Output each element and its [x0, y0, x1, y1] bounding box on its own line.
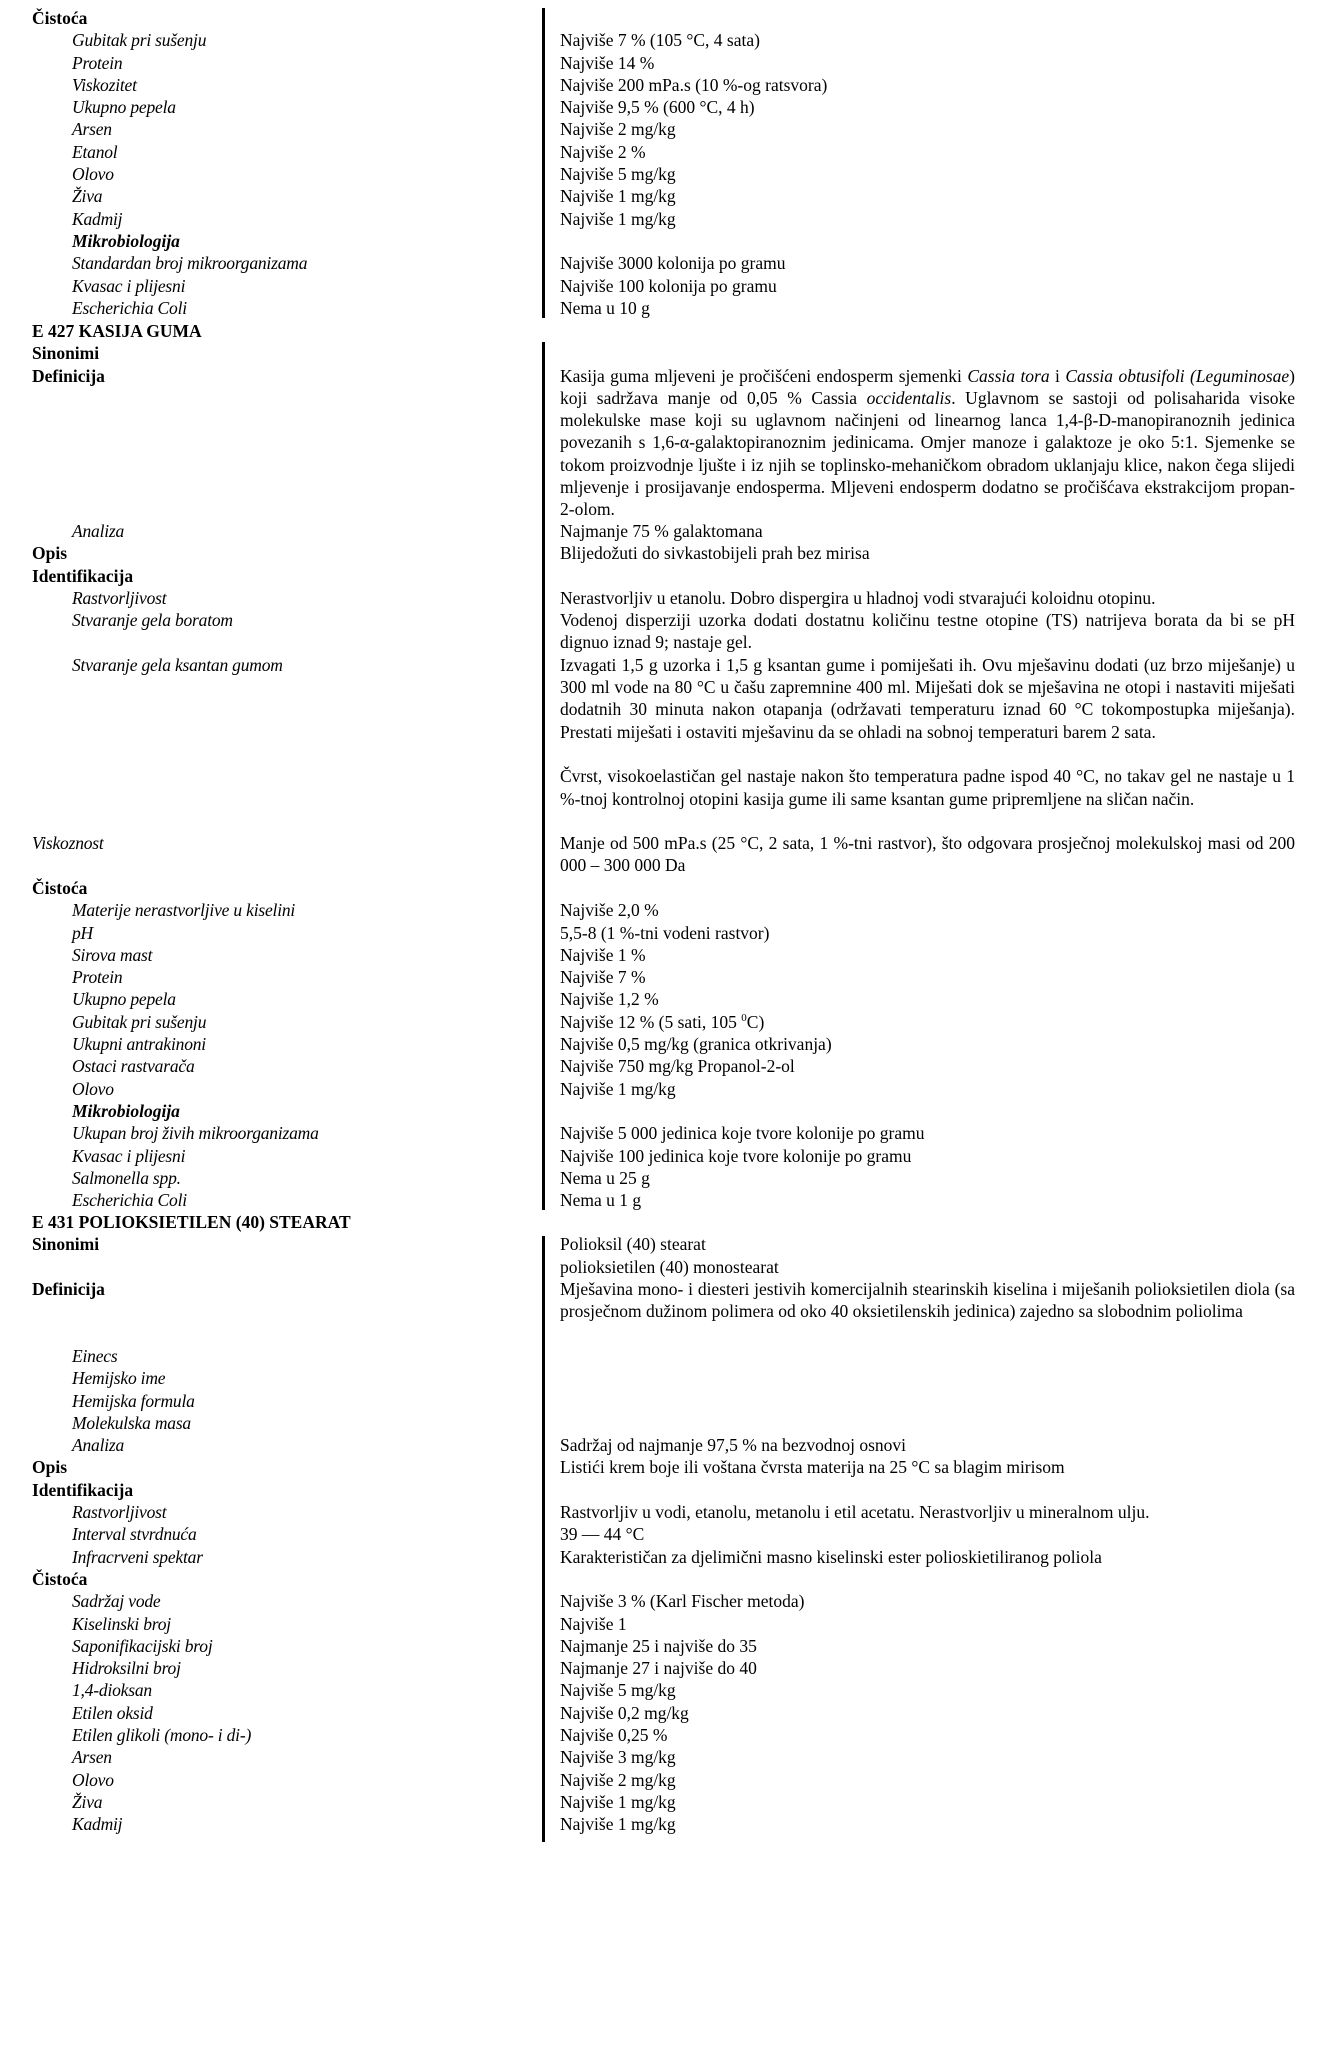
- spec-label: Kiselinski broj: [72, 1613, 171, 1634]
- spec-value: Izvagati 1,5 g uzorka i 1,5 g ksantan gume i pomiješati ih. Ovu mješavinu dodati (uz brzo miješanje) u 300 ml vode na 80 °C u čašu zapremnine 400 ml. Miješati dok se mješavina ne otopi i nastaviti miješati dodatnih 30 minuta nakon otapanja (održavati temperaturu iznad 60 °C tokompostupka miješanja). Prestati miješati i ostaviti mješavinu da se ohladi na sobnoj temperaturi barem 2 sata.: [560, 654, 1295, 742]
- spec-row: [0, 1256, 1340, 1278]
- spec-label: Kvasac i plijesni: [72, 1145, 186, 1166]
- section-e427-purity: [0, 877, 1340, 1211]
- spec-row: [0, 1813, 1340, 1835]
- spec-label: Ostaci rastvarača: [72, 1056, 195, 1077]
- spec-row: [0, 1702, 1340, 1724]
- spec-row: [0, 542, 1340, 564]
- spec-label: Opis: [32, 1457, 68, 1478]
- spec-label: Ukupni antrakinoni: [72, 1034, 206, 1055]
- spec-value: Najviše 3 mg/kg: [560, 1747, 676, 1768]
- spec-label: Ukupno pepela: [72, 97, 176, 118]
- spec-row: [0, 1167, 1340, 1189]
- spec-value: Najviše 7 %: [560, 967, 646, 988]
- spec-value: Najviše 100 jedinica koje tvore kolonije po gramu: [560, 1145, 912, 1166]
- spec-value: Listići krem boje ili voštana čvrsta materija na 25 °C sa blagim mirisom: [560, 1457, 1065, 1478]
- spec-value: 39 — 44 °C: [560, 1524, 645, 1545]
- spec-value: Najviše 100 kolonija po gramu: [560, 275, 777, 296]
- spec-row: [0, 944, 1340, 966]
- spec-value: Najviše 2 mg/kg: [560, 119, 676, 140]
- spec-label: Hemijska formula: [72, 1390, 195, 1411]
- spec-value: Najviše 750 mg/kg Propanol-2-ol: [560, 1056, 795, 1077]
- synonyms-label: Sinonimi: [32, 343, 100, 364]
- spec-row: [0, 185, 1340, 207]
- section-heading: Identifikacija: [32, 1479, 134, 1500]
- spec-row: [0, 1724, 1340, 1746]
- spec-label: Rastvorljivost: [72, 1502, 167, 1523]
- definition-label: Definicija: [32, 1278, 105, 1299]
- additive-title: E 431 POLIOKSIETILEN (40) STEARAT: [32, 1212, 351, 1232]
- synonym-value: polioksietilen (40) monostearat: [560, 1256, 779, 1277]
- spec-value: Najmanje 75 % galaktomana: [560, 521, 763, 541]
- spec-label: Viskozitet: [72, 74, 137, 95]
- spec-value: Najmanje 25 i najviše do 35: [560, 1635, 757, 1656]
- spec-row: [0, 252, 1340, 274]
- spec-label: Stvaranje gela boratom: [72, 610, 233, 631]
- spec-row: [0, 96, 1340, 118]
- subsection-heading: Mikrobiologija: [72, 230, 180, 251]
- spec-row: [0, 1055, 1340, 1077]
- section-e427-details: [0, 520, 1340, 809]
- spec-row: [0, 966, 1340, 988]
- spec-label: Einecs: [72, 1346, 118, 1366]
- section-e427: [0, 320, 1340, 520]
- spec-value: Najviše 1,2 %: [560, 989, 659, 1010]
- spec-row: [0, 1122, 1340, 1144]
- spec-label: Etanol: [72, 141, 118, 162]
- additive-title: E 427 KASIJA GUMA: [32, 321, 202, 341]
- spec-value: Najviše 2 mg/kg: [560, 1769, 676, 1790]
- spec-label: Sadržaj vode: [72, 1591, 161, 1612]
- spec-value: Najviše 14 %: [560, 52, 655, 73]
- section-heading: Čistoća: [32, 8, 88, 28]
- spec-label: Materije nerastvorljive u kiselini: [72, 900, 296, 921]
- spec-row: [0, 1657, 1340, 1679]
- spec-row: [0, 1145, 1340, 1167]
- spec-row: [0, 52, 1340, 74]
- subsection-heading: Mikrobiologija: [72, 1100, 180, 1121]
- spec-row: [0, 118, 1340, 140]
- spec-value: Najmanje 27 i najviše do 40: [560, 1658, 757, 1679]
- spec-row: [0, 1679, 1340, 1701]
- section-heading: Čistoća: [32, 1568, 88, 1589]
- spec-row: [0, 163, 1340, 185]
- spec-value: Najviše 1 mg/kg: [560, 1791, 676, 1812]
- spec-value: Najviše 12 % (5 sati, 105 $^0$C): [560, 1011, 765, 1032]
- spec-label: Hemijsko ime: [72, 1368, 166, 1389]
- spec-label: Kvasac i plijesni: [72, 275, 186, 296]
- spec-label: Viskoznost: [32, 833, 104, 853]
- spec-row: [0, 1189, 1340, 1211]
- definition-text: Mješavina mono- i diesteri jestivih komercijalnih stearinskih kiselina i miješanih polioksietilen diola (sa prosječnom dužinom polimera od oko 40 oksietilenskih jedinica) zajedno sa slobodnim poliolima: [560, 1278, 1295, 1322]
- spec-row: [0, 587, 1340, 609]
- spec-value: Najviše 7 % (105 °C, 4 sata): [560, 30, 760, 51]
- section-e427-viscosity: [0, 832, 1340, 876]
- spec-row: [0, 208, 1340, 230]
- spec-row: [0, 1011, 1340, 1033]
- spec-label: Živa: [72, 1791, 103, 1812]
- spec-row: [0, 1769, 1340, 1791]
- spec-row: [0, 297, 1340, 319]
- spec-label: 1,4-dioksan: [72, 1680, 152, 1701]
- section-heading: Čistoća: [32, 878, 88, 898]
- spec-value: Najviše 5 000 jedinica koje tvore kolonije po gramu: [560, 1123, 925, 1144]
- spec-label: Rastvorljivost: [72, 587, 167, 608]
- section-purity-top: [0, 7, 1340, 319]
- spec-row: [0, 1546, 1340, 1568]
- spec-label: Saponifikacijski broj: [72, 1635, 213, 1656]
- spec-label: Standardan broj mikroorganizama: [72, 253, 308, 274]
- spec-label: Escherichia Coli: [72, 1190, 187, 1211]
- spec-value: Nerastvorljiv u etanolu. Dobro dispergira u hladnoj vodi stvarajući koloidnu otopinu.: [560, 587, 1156, 608]
- spec-value: 5,5-8 (1 %-tni vodeni rastvor): [560, 922, 770, 943]
- spec-row: [0, 1613, 1340, 1635]
- definition-text: Kasija guma mljeveni je pročišćeni endosperm sjemenki Cassia tora i Cassia obtusifoli (Leguminosae) koji sadržava manje od 0,05 % Cassia occidentalis. Uglavnom se sastoji od polisaharida visoke molekulske mase koji su uglavnom načinjeni od linearnog lanca 1,4-β-D-manopiranoznih jedinica povezanih s 1,6-α-galaktopiranoznim jedinicama. Omjer manoze i galaktoze je oko 5:1. Sjemenke se tokom proizvodnje ljušte i iz njih se toplinsko-mehaničkom obradom uklanjaju klice, nakon čega slijedi mljevenje i prosijavanje endosperma. Mljeveni endosperm dodatno se pročišćava ekstrakcijom propan-2-olom.: [560, 365, 1295, 520]
- spec-value: Najviše 5 mg/kg: [560, 164, 676, 185]
- spec-label: Gubitak pri sušenju: [72, 1011, 207, 1032]
- spec-value: Najviše 3000 kolonija po gramu: [560, 253, 786, 274]
- spec-row: [0, 275, 1340, 297]
- spec-value: Najviše 1: [560, 1613, 627, 1634]
- spec-row: [0, 74, 1340, 96]
- spec-label: Olovo: [72, 1769, 114, 1790]
- spec-value: Nema u 25 g: [560, 1167, 650, 1188]
- spec-label: Etilen glikoli (mono- i di-): [72, 1725, 252, 1746]
- spec-label: Gubitak pri sušenju: [72, 30, 207, 51]
- spec-row: [0, 1456, 1340, 1478]
- spec-value: Sadržaj od najmanje 97,5 % na bezvodnoj osnovi: [560, 1435, 907, 1456]
- spec-label: Molekulska masa: [72, 1412, 191, 1433]
- spec-value: Nema u 1 g: [560, 1190, 642, 1211]
- spec-row: [0, 1434, 1340, 1456]
- spec-label: pH: [72, 922, 93, 943]
- spec-row: [0, 1501, 1340, 1523]
- spec-value: Manje od 500 mPa.s (25 °C, 2 sata, 1 %-tni rastvor), što odgovara prosječnoj molekulskoj masi od 200 000 – 300 000 Da: [560, 833, 1295, 876]
- spec-value: Vodenoj disperziji uzorka dodati dostatnu količinu testne otopine (TS) natrijeva borata da bi se pH dignuo iznad 9; nastaje gel.: [560, 610, 1295, 653]
- spec-value: Najviše 1 mg/kg: [560, 1078, 676, 1099]
- spec-row: [0, 1635, 1340, 1657]
- spec-row: [0, 1590, 1340, 1612]
- spec-label: Etilen oksid: [72, 1702, 153, 1723]
- spec-value: Rastvorljiv u vodi, etanolu, metanolu i etil acetatu. Nerastvorljiv u mineralnom ulju.: [560, 1502, 1150, 1523]
- spec-label: Arsen: [72, 1747, 112, 1768]
- spec-value: Najviše 9,5 % (600 °C, 4 h): [560, 97, 755, 118]
- spec-label: Escherichia Coli: [72, 297, 187, 318]
- spec-value: Najviše 0,2 mg/kg: [560, 1702, 689, 1723]
- spec-value: Najviše 1 %: [560, 944, 646, 965]
- spec-label: Arsen: [72, 119, 112, 140]
- synonyms-label: Sinonimi: [32, 1234, 100, 1255]
- spec-label: Stvaranje gela ksantan gumom: [72, 654, 283, 675]
- spec-row: [0, 1033, 1340, 1055]
- spec-label: Olovo: [72, 164, 114, 185]
- spec-label: Salmonella spp.: [72, 1167, 181, 1188]
- spec-row: [0, 1746, 1340, 1768]
- spec-row: [0, 29, 1340, 51]
- spec-row: [0, 1791, 1340, 1813]
- synonym-value: Polioksil (40) stearat: [560, 1234, 706, 1255]
- spec-value: Najviše 1 mg/kg: [560, 208, 676, 229]
- spec-value: Najviše 0,25 %: [560, 1725, 668, 1746]
- spec-label: Opis: [32, 543, 68, 564]
- spec-value: Najviše 3 % (Karl Fischer metoda): [560, 1591, 805, 1612]
- spec-value: Karakterističan za djelimični masno kiselinski ester polioskietiliranog poliola: [560, 1546, 1102, 1567]
- spec-label: Živa: [72, 186, 103, 207]
- section-e431-details: [0, 1345, 1340, 1836]
- spec-label: Analiza: [72, 521, 125, 541]
- spec-row: [0, 988, 1340, 1010]
- definition-label: Definicija: [32, 365, 105, 386]
- spec-row: [0, 922, 1340, 944]
- spec-label: Analiza: [72, 1435, 125, 1456]
- section-heading: Identifikacija: [32, 565, 134, 586]
- spec-label: Interval stvrdnuća: [72, 1524, 197, 1545]
- spec-label: Kadmij: [72, 1814, 123, 1835]
- spec-value: Blijedožuti do sivkastobijeli prah bez mirisa: [560, 543, 870, 564]
- spec-value: Najviše 1 mg/kg: [560, 1814, 676, 1835]
- spec-value: Najviše 1 mg/kg: [560, 186, 676, 207]
- spec-row: [0, 1523, 1340, 1545]
- spec-value: Najviše 0,5 mg/kg (granica otkrivanja): [560, 1034, 832, 1055]
- spec-value: Čvrst, visokoelastičan gel nastaje nakon što temperatura padne ispod 40 °C, no takav gel ne nastaje u 1 %-tnoj kontrolnoj otopini kasija gume ili same ksantan gume pripremljene na sličan način.: [560, 766, 1295, 809]
- spec-value: Nema u 10 g: [560, 297, 650, 318]
- spec-label: Protein: [72, 52, 123, 73]
- spec-label: Ukupan broj živih mikroorganizama: [72, 1123, 319, 1144]
- spec-row: [0, 899, 1340, 921]
- spec-value: Najviše 2 %: [560, 141, 646, 162]
- spec-value: Najviše 2,0 %: [560, 900, 659, 921]
- spec-value: Najviše 200 mPa.s (10 %-og ratsvora): [560, 74, 828, 95]
- spec-label: Infracrveni spektar: [72, 1546, 203, 1567]
- spec-label: Olovo: [72, 1078, 114, 1099]
- spec-label: Sirova mast: [72, 944, 153, 965]
- spec-label: Kadmij: [72, 208, 123, 229]
- spec-row: [0, 1233, 1340, 1255]
- spec-row: [0, 141, 1340, 163]
- spec-row: [0, 1078, 1340, 1100]
- spec-label: Protein: [72, 967, 123, 988]
- spec-value: Najviše 5 mg/kg: [560, 1680, 676, 1701]
- section-e431: [0, 1211, 1340, 1322]
- spec-label: Hidroksilni broj: [72, 1658, 181, 1679]
- spec-row: [0, 520, 1340, 542]
- spec-label: Ukupno pepela: [72, 989, 176, 1010]
